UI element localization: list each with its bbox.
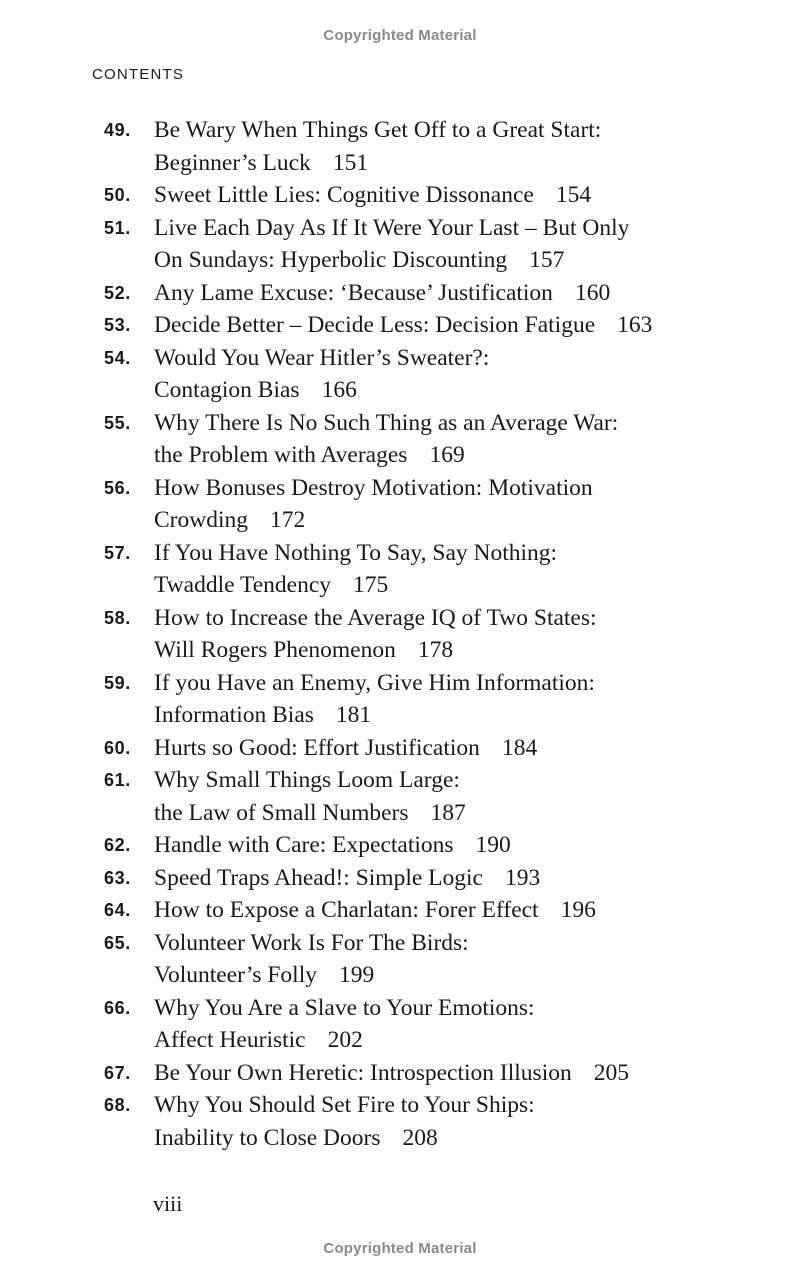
chapter-title	[154, 277, 764, 310]
toc-entry	[104, 862, 764, 895]
toc-entry	[104, 927, 764, 992]
title-line	[154, 309, 764, 342]
chapter-number: 67.	[104, 1062, 131, 1083]
page-reference: 154	[555, 182, 592, 208]
title-line	[154, 504, 764, 537]
title-line	[154, 764, 764, 797]
chapter-title	[154, 114, 764, 179]
title-line	[154, 634, 764, 667]
page-reference: 184	[501, 734, 538, 761]
title-text: If You Have Nothing To Say, Say Nothing:	[154, 539, 558, 566]
title-text: Hurts so Good: Effort Justification	[154, 734, 480, 761]
page-reference: 202	[327, 1027, 363, 1053]
toc-entry	[104, 992, 764, 1057]
title-text: Crowding	[154, 507, 248, 533]
title-line	[154, 342, 764, 375]
chapter-number: 61.	[104, 770, 131, 790]
toc-entry	[104, 667, 764, 732]
page-reference: 196	[560, 897, 596, 923]
toc-entry	[104, 732, 764, 765]
title-line	[154, 147, 764, 180]
chapter-number: 68.	[104, 1095, 131, 1115]
chapter-title	[154, 212, 764, 277]
title-text: Be Wary When Things Get Off to a Great Start:	[154, 117, 602, 143]
chapter-number: 49.	[104, 120, 131, 140]
title-text: Why You Are a Slave to Your Emotions:	[154, 994, 535, 1021]
page-reference: 205	[593, 1059, 629, 1086]
title-line	[154, 1089, 764, 1122]
title-line	[154, 894, 764, 927]
page-reference: 178	[417, 637, 454, 663]
page-reference: 190	[475, 832, 511, 858]
chapter-title	[154, 1057, 764, 1090]
chapter-title	[154, 894, 764, 927]
page-reference: 208	[402, 1124, 438, 1151]
chapter-title	[154, 862, 764, 895]
page-reference: 175	[353, 572, 389, 598]
page-reference: 187	[430, 799, 466, 826]
chapter-number: 60.	[104, 737, 131, 758]
toc-entry	[104, 114, 764, 179]
title-text: How Bonuses Destroy Motivation: Motivation	[154, 474, 593, 501]
title-line	[154, 114, 764, 147]
title-text: Volunteer Work Is For The Birds:	[154, 929, 469, 956]
chapter-number: 57.	[104, 542, 131, 563]
title-text: Why You Should Set Fire to Your Ships:	[154, 1092, 535, 1118]
title-text: Affect Heuristic	[154, 1027, 306, 1053]
running-head: CONTENTS	[92, 66, 185, 83]
chapter-title	[154, 829, 764, 862]
title-line	[154, 667, 764, 700]
chapter-number: 62.	[104, 835, 131, 855]
title-line	[154, 277, 764, 310]
title-text: On Sundays: Hyperbolic Discounting	[154, 247, 508, 273]
chapter-title	[154, 342, 764, 407]
title-line	[154, 407, 764, 440]
chapter-title	[154, 309, 764, 342]
title-line	[154, 212, 764, 245]
page-reference: 163	[617, 312, 653, 338]
page-reference: 157	[529, 247, 565, 273]
chapter-number: 53.	[104, 315, 131, 335]
toc-entry	[104, 407, 764, 472]
toc-entry	[104, 894, 764, 927]
chapter-number: 66.	[104, 997, 131, 1018]
title-text: Why There Is No Such Thing as an Average War:	[154, 409, 619, 436]
table-of-contents	[104, 114, 764, 1154]
toc-entry	[104, 309, 764, 342]
title-text: Any Lame Excuse: ‘Because’ Justification	[154, 279, 553, 306]
title-text: Volunteer’s Folly	[154, 962, 317, 988]
title-line	[154, 797, 764, 830]
title-text: How to Increase the Average IQ of Two States:	[154, 604, 597, 631]
title-text: Speed Traps Ahead!: Simple Logic	[154, 864, 483, 891]
page-reference: 193	[504, 864, 541, 891]
chapter-title	[154, 764, 764, 829]
title-line	[154, 439, 764, 472]
title-line	[154, 927, 764, 960]
toc-entry	[104, 179, 764, 212]
title-line	[154, 732, 764, 765]
title-text: Contagion Bias	[154, 377, 300, 403]
title-line	[154, 699, 764, 732]
toc-entry	[104, 472, 764, 537]
chapter-title	[154, 179, 764, 212]
title-text: the Problem with Averages	[154, 442, 408, 468]
toc-entry	[104, 342, 764, 407]
chapter-number: 52.	[104, 282, 131, 303]
toc-entry	[104, 829, 764, 862]
title-line	[154, 537, 764, 570]
toc-entry	[104, 602, 764, 667]
title-line	[154, 829, 764, 862]
chapter-title	[154, 732, 764, 765]
chapter-title	[154, 1089, 764, 1154]
chapter-title	[154, 537, 764, 602]
chapter-number: 51.	[104, 217, 131, 238]
chapter-number: 56.	[104, 477, 131, 498]
toc-entry	[104, 764, 764, 829]
title-text: Twaddle Tendency	[154, 572, 332, 598]
chapter-title	[154, 927, 764, 992]
title-text: Decide Better – Decide Less: Decision Fatigue	[154, 312, 596, 338]
chapter-number: 54.	[104, 347, 131, 368]
title-text: Information Bias	[154, 702, 314, 728]
chapter-title	[154, 992, 764, 1057]
title-line	[154, 602, 764, 635]
page-reference: 160	[574, 279, 611, 306]
title-text: Live Each Day As If It Were Your Last – But Only	[154, 214, 630, 241]
title-text: If you Have an Enemy, Give Him Information:	[154, 669, 595, 696]
chapter-number: 63.	[104, 867, 131, 888]
toc-entry	[104, 277, 764, 310]
title-line	[154, 472, 764, 505]
title-line	[154, 1122, 764, 1155]
title-text: Handle with Care: Expectations	[154, 832, 454, 858]
chapter-title	[154, 602, 764, 667]
chapter-number: 55.	[104, 412, 131, 433]
page-number: viii	[153, 1191, 183, 1216]
chapter-number: 50.	[104, 185, 131, 205]
title-text: Inability to Close Doors	[154, 1124, 381, 1151]
title-line	[154, 244, 764, 277]
chapter-title	[154, 472, 764, 537]
chapter-number: 59.	[104, 672, 131, 693]
page-reference: 199	[339, 962, 375, 988]
title-line	[154, 179, 764, 212]
title-text: Will Rogers Phenomenon	[154, 637, 396, 663]
title-text: Beginner’s Luck	[154, 149, 311, 176]
title-line	[154, 992, 764, 1025]
chapter-number: 58.	[104, 607, 131, 628]
title-line	[154, 1057, 764, 1090]
chapter-number: 65.	[104, 932, 131, 953]
title-text: Would You Wear Hitler’s Sweater?:	[154, 344, 490, 371]
toc-entry	[104, 212, 764, 277]
copyright-watermark-bottom: Copyrighted Material	[323, 1240, 477, 1257]
page-reference: 151	[332, 149, 369, 176]
title-text: Why Small Things Loom Large:	[154, 767, 460, 793]
title-text: Sweet Little Lies: Cognitive Dissonance	[154, 182, 534, 208]
toc-entry	[104, 1057, 764, 1090]
toc-entry	[104, 537, 764, 602]
title-text: How to Expose a Charlatan: Forer Effect	[154, 897, 539, 923]
chapter-title	[154, 667, 764, 732]
title-line	[154, 1024, 764, 1057]
title-line	[154, 862, 764, 895]
page-reference: 172	[270, 507, 306, 533]
toc-entry	[104, 1089, 764, 1154]
copyright-watermark-top: Copyrighted Material	[323, 27, 477, 44]
title-line	[154, 959, 764, 992]
title-text: Be Your Own Heretic: Introspection Illusion	[154, 1059, 572, 1086]
page-reference: 169	[429, 442, 465, 468]
page-reference: 166	[321, 377, 357, 403]
title-text: the Law of Small Numbers	[154, 799, 409, 826]
title-line	[154, 374, 764, 407]
chapter-number: 64.	[104, 900, 131, 920]
page-reference: 181	[335, 702, 372, 728]
title-line	[154, 569, 764, 602]
chapter-title	[154, 407, 764, 472]
